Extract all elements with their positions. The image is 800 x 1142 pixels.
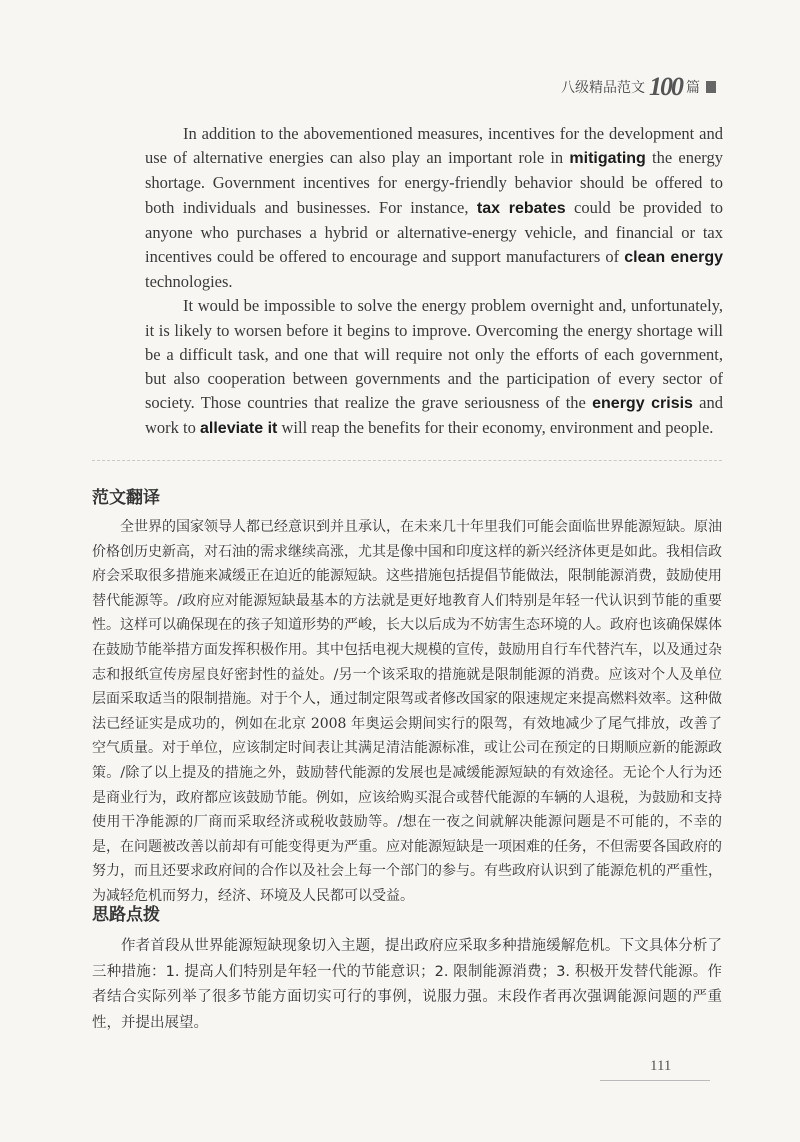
translation-heading: 范文翻译: [92, 488, 160, 508]
key-phrase: alleviate it: [200, 420, 278, 438]
series-logo: 100: [649, 72, 682, 101]
key-phrase: mitigating: [569, 150, 646, 168]
text-run: the energy shortage. Government incentives for energy-friendly behavior should be offered to both individuals and businesses. For instance,: [145, 148, 723, 217]
square-icon: [706, 81, 716, 93]
english-essay: [145, 122, 723, 442]
series-title: 八级精品范文: [561, 80, 645, 96]
section-divider: [92, 460, 722, 461]
key-phrase: tax rebates: [476, 199, 566, 217]
page-number: 111: [650, 1058, 672, 1074]
series-suffix: 篇: [686, 80, 700, 96]
text-run: In addition to the abovementioned measures, incentives for the development and use of alternative energies can also play an important role in: [145, 124, 723, 168]
running-header: [561, 74, 716, 100]
text-run: It would be impossible to solve the energy problem overnight and, unfortunately, it is likely to worsen before it begins to improve. Overcoming the energy shortage will be a difficult task, and one that will require not only the efforts of each government, but also cooperation between governments and the participation of every sector of society. Those countries that realize the grave seriousness of the: [145, 296, 723, 413]
page-number-rule: [600, 1080, 710, 1081]
analysis-heading: 思路点拨: [92, 905, 160, 925]
text-run: will reap the benefits for their economy, environment and people.: [277, 418, 714, 438]
english-paragraph-1: [145, 122, 723, 294]
translation-text: 全世界的国家领导人都已经意识到并且承认，在未来几十年里我们可能会面临世界能源短缺。原油价格创历史新高，对石油的需求继续高涨，尤其是像中国和印度这样的新兴经济体更是如此。我相信政府会采取很多措施来减缓正在迫近的能源短缺。这些措施包括提倡节能做法，限制能源消费，鼓励使用替代能源等。/政府应对能源短缺最基本的方法就是更好地教育人们特别是年轻一代认识到节能的重要性。这样可以确保现在的孩子知道形势的严峻，长大以后成为不妨害生态环境的人。政府也该确保媒体在鼓励节能举措方面发挥积极作用。其中包括电视大规模的宣传，鼓励用自行车代替汽车，以及通过杂志和报纸宣传房屋良好密封性的益处。/另一个该采取的措施就是限制能源的消费。应该对个人及单位层面采取适当的限制措施。对于个人，通过制定限驾或者修改国家的限速规定来提高燃料效率。这种做法已经证实是成功的，例如在北京 2008 年奥运会期间实行的限驾，有效地减少了尾气排放，改善了空气质量。对于单位，应该制定时间表让其满足清洁能源标准，或让公司在预定的日期顺应新的能源政策。/除了以上提及的措施之外，鼓励替代能源的发展也是减缓能源短缺的有效途径。无论个人行为还是商业行为，政府都应该鼓励节能。例如，应该给购买混合或替代能源的车辆的人退税，为鼓励和支持使用干净能源的厂商而采取经济或税收鼓励等。/想在一夜之间就解决能源问题是不可能的，不幸的是，在问题被改善以前却有可能变得更为严重。应对能源短缺是一项困难的任务，不但需要各国政府的努力，而且还要求政府间的合作以及社会上每一个部门的参与。有些政府认识到了能源危机的严重性，为减轻危机而努力，经济、环境及人民都可以受益。: [92, 519, 722, 904]
key-phrase: energy crisis: [592, 395, 693, 413]
text-run: and work to: [145, 393, 724, 438]
text-run: technologies.: [145, 272, 233, 292]
key-phrase: clean energy: [624, 249, 723, 267]
english-paragraph-2: [145, 294, 723, 441]
text-run: could be provided to anyone who purchases a hybrid or alternative-energy vehicle, and financial or tax incentives could be offered to encourage and support manufacturers of: [145, 197, 724, 267]
analysis-text: 作者首段从世界能源短缺现象切入主题，提出政府应采取多种措施缓解危机。下文具体分析了三种措施：1. 提高人们特别是年轻一代的节能意识；2. 限制能源消费；3. 积极开发替代能源。作者结合实际列举了很多节能方面切实可行的事例，说服力强。末段作者再次强调能源问题的严重性，并提出展望。: [92, 938, 722, 1031]
